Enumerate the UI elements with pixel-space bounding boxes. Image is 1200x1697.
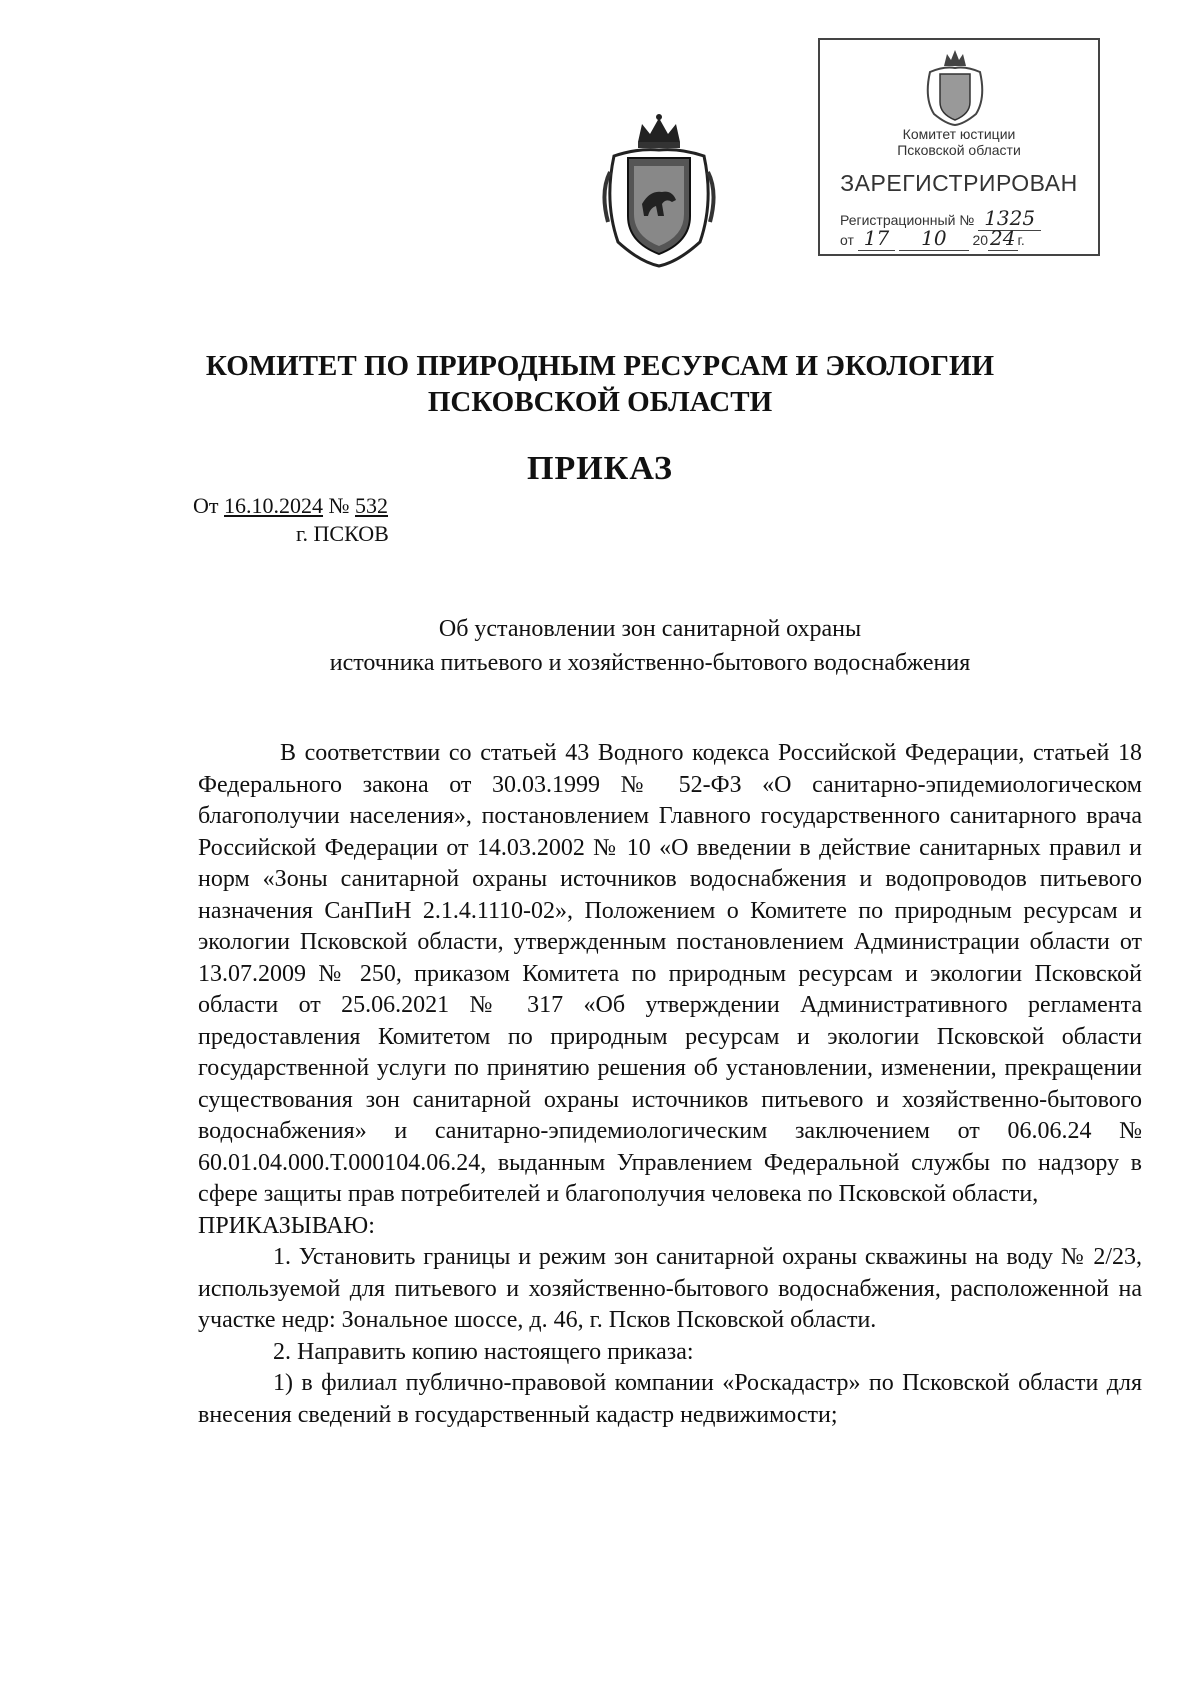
order-subject — [230, 612, 1070, 680]
item-1-paragraph: 1. Установить границы и режим зон санитарной охраны скважины на воду № 2/23, используемой для питьевого и хозяйственно-бытового водоснабжения, расположенной на участке недр: Зональное шоссе, д. 46, г. Псков Псковской области. — [198, 1244, 1142, 1333]
stamp-org-line2: Псковской области — [897, 142, 1021, 158]
order-city: г. ПСКОВ — [296, 521, 389, 546]
stamp-date-line — [840, 226, 1025, 250]
stamp-status: ЗАРЕГИСТРИРОВАН — [840, 170, 1078, 196]
stamp-org-line1: Комитет юстиции — [902, 126, 1016, 142]
subject-line1: Об установлении зон санитарной охраны — [438, 616, 862, 642]
header-line2: ПСКОВСКОЙ ОБЛАСТИ — [427, 386, 773, 418]
order-word: ПРИКАЗЫВАЮ: — [198, 1212, 375, 1239]
preamble-paragraph: В соответствии со статьей 43 Водного кодекса Российской Федерации, статьей 18 Федерального закона от 30.03.1999 № 52-ФЗ «О санитарно-эпидемиологическом благополучии населения», постановлением Главного государственного санитарного врача Российской Федерации от 14.03.2002 № 10 «О введении в действие санитарных правил и норм «Зоны санитарной охраны источников водоснабжения и водопроводов питьевого назначения СанПиН 2.1.4.1110-02», Положением о Комитете по природным ресурсам и экологии Псковской области, утвержденным постановлением Администрации области от 13.07.2009 № 250, приказом Комитета по природным ресурсам и экологии Псковской области от 25.06.2021 № 317 «Об утверждении Административного регламента предоставления Комитетом по природным ресурсам и экологии Псковской области государственной услуги по принятию решения об установлении, изменении, прекращении существования зон санитарной охраны источников питьевого и хозяйственно-бытового водоснабжения» и санитарно-эпидемиологическим заключением от 06.06.24 № 60.01.04.000.Т.000104.06.24, выданным Управлением Федеральной службы по надзору в сфере защиты прав потребителей и благополучия человека по Псковской области, — [198, 740, 1142, 1207]
registration-stamp — [818, 38, 1100, 256]
order-date-prefix: От — [193, 493, 219, 518]
stamp-reg-label: Регистрационный № — [840, 212, 975, 228]
stamp-date-day: 17 — [858, 226, 895, 251]
document-body — [198, 738, 1142, 1431]
subject-line2: источника питьевого и хозяйственно-бытового водоснабжения — [329, 650, 971, 676]
item-2-1-paragraph: 1) в филиал публично-правовой компании «Роскадастр» по Псковской области для внесения сведений в государственный кадастр недвижимости; — [198, 1370, 1142, 1428]
organization-header — [0, 348, 1200, 420]
item-2-paragraph: 2. Направить копию настоящего приказа: — [273, 1338, 694, 1365]
stamp-date-suffix: г. — [1017, 232, 1025, 248]
stamp-emblem-icon — [920, 48, 990, 126]
order-number: 532 — [355, 493, 389, 518]
order-date: 16.10.2024 — [224, 493, 324, 518]
stamp-organization — [820, 126, 1098, 158]
stamp-date-year-suffix: 24 — [990, 226, 1016, 250]
document-title: ПРИКАЗ — [527, 450, 673, 487]
coat-of-arms-emblem — [600, 112, 718, 272]
order-meta — [193, 492, 389, 548]
stamp-date-prefix: от — [840, 232, 854, 248]
stamp-reg-number: 1325 — [978, 206, 1041, 231]
stamp-date-year-prefix: 20 — [972, 232, 989, 248]
order-number-prefix: № — [328, 493, 350, 518]
stamp-date-month: 10 — [899, 226, 968, 251]
header-line1: КОМИТЕТ ПО ПРИРОДНЫМ РЕСУРСАМ И ЭКОЛОГИИ — [205, 350, 995, 382]
